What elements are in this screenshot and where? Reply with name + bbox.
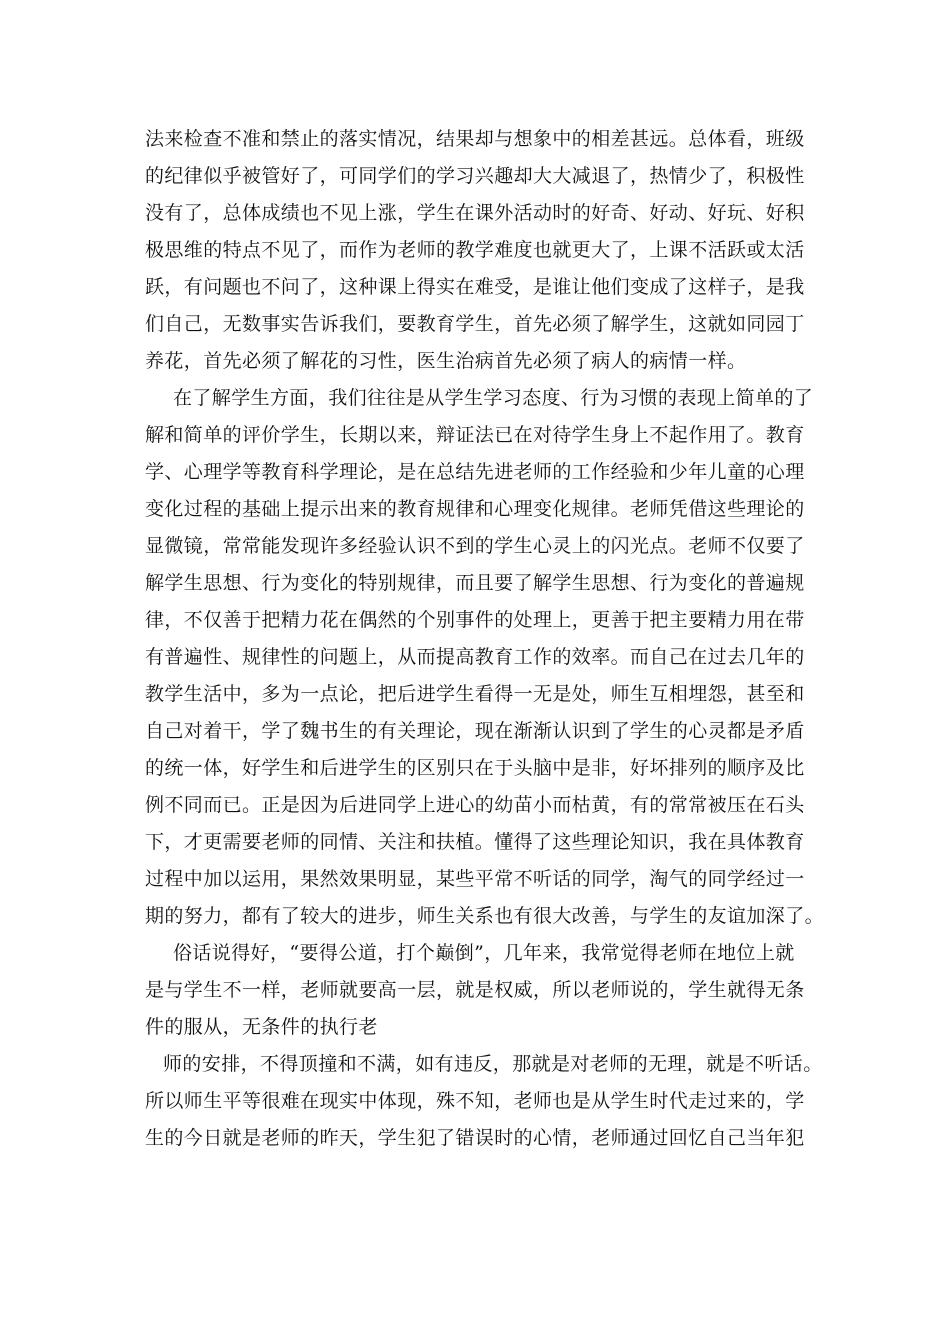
- text-line: 下，才更需要老师的同情、关注和扶植。懂得了这些理论知识，我在具体教育: [145, 831, 805, 853]
- text-line: 学、心理学等教育科学理论，是在总结先进老师的工作经验和少年儿童的心理: [145, 461, 805, 483]
- paragraph-first-line: 在了解学生方面，我们往往是从学生学习态度、行为习惯的表现上简单的了: [173, 387, 814, 409]
- text-line: 例不同而已。正是因为后进同学上进心的幼苗小而枯黄，有的常常被压在石头: [145, 794, 805, 816]
- text-line: 没有了，总体成绩也不见上涨，学生在课外活动时的好奇、好动、好玩、好积: [145, 202, 805, 224]
- text-line: 过程中加以运用，果然效果明显，某些平常不听话的同学，淘气的同学经过一: [145, 868, 805, 890]
- text-line: 律，不仅善于把精力花在偶然的个别事件的处理上，更善于把主要精力用在带: [145, 609, 805, 631]
- text-line: 解和简单的评价学生，长期以来，辩证法已在对待学生身上不起作用了。教育: [145, 424, 805, 446]
- text-line: 解学生思想、行为变化的特别规律，而且要了解学生思想、行为变化的普遍规: [145, 572, 805, 594]
- text-line: 件的服从，无条件的执行老: [145, 1016, 378, 1038]
- text-line: 教学生活中，多为一点论，把后进学生看得一无是处，师生互相埋怨，甚至和: [145, 683, 805, 705]
- text-line: 所以师生平等很难在现实中体现，殊不知，老师也是从学生时代走过来的，学: [145, 1090, 805, 1112]
- text-line: 期的努力，都有了较大的进步，师生关系也有很大改善，与学生的友谊加深了。: [145, 905, 825, 927]
- text-line: 变化过程的基础上提示出来的教育规律和心理变化规律。老师凭借这些理论的: [145, 498, 805, 520]
- text-line: 是与学生不一样，老师就要高一层，就是权威，所以老师说的，学生就得无条: [145, 979, 805, 1001]
- text-line: 有普遍性、规律性的问题上，从而提高教育工作的效率。而自己在过去几年的: [145, 646, 805, 668]
- text-line: 的统一体，好学生和后进学生的区别只在于头脑中是非，好坏排列的顺序及比: [145, 757, 805, 779]
- text-line: 显微镜，常常能发现许多经验认识不到的学生心灵上的闪光点。老师不仅要了: [145, 535, 805, 557]
- text-line: 极思维的特点不见了，而作为老师的教学难度也就更大了，上课不活跃或太活: [145, 239, 805, 261]
- text-line: 们自己，无数事实告诉我们，要教育学生，首先必须了解学生，这就如同园丁: [145, 313, 805, 335]
- paragraph-first-line: 师的安排，不得顶撞和不满，如有违反，那就是对老师的无理，就是不听话。: [163, 1053, 823, 1075]
- text-line: 跃，有问题也不问了，这种课上得实在难受，是谁让他们变成了这样子，是我: [145, 276, 805, 298]
- text-line: 养花，首先必须了解花的习性，医生治病首先必须了病人的病情一样。: [145, 350, 747, 372]
- text-line: 生的今日就是老师的昨天，学生犯了错误时的心情，老师通过回忆自己当年犯: [145, 1127, 805, 1149]
- text-line: 的纪律似乎被管好了，可同学们的学习兴趣却大大减退了，热情少了，积极性: [145, 165, 805, 187]
- paragraph-first-line: 俗话说得好，“要得公道，打个巅倒”，几年来，我常觉得老师在地位上就: [173, 942, 795, 964]
- text-line: 自己对着干，学了魏书生的有关理论，现在渐渐认识到了学生的心灵都是矛盾: [145, 720, 805, 742]
- text-line: 法来检查不准和禁止的落实情况，结果却与想象中的相差甚远。总体看，班级: [145, 128, 805, 150]
